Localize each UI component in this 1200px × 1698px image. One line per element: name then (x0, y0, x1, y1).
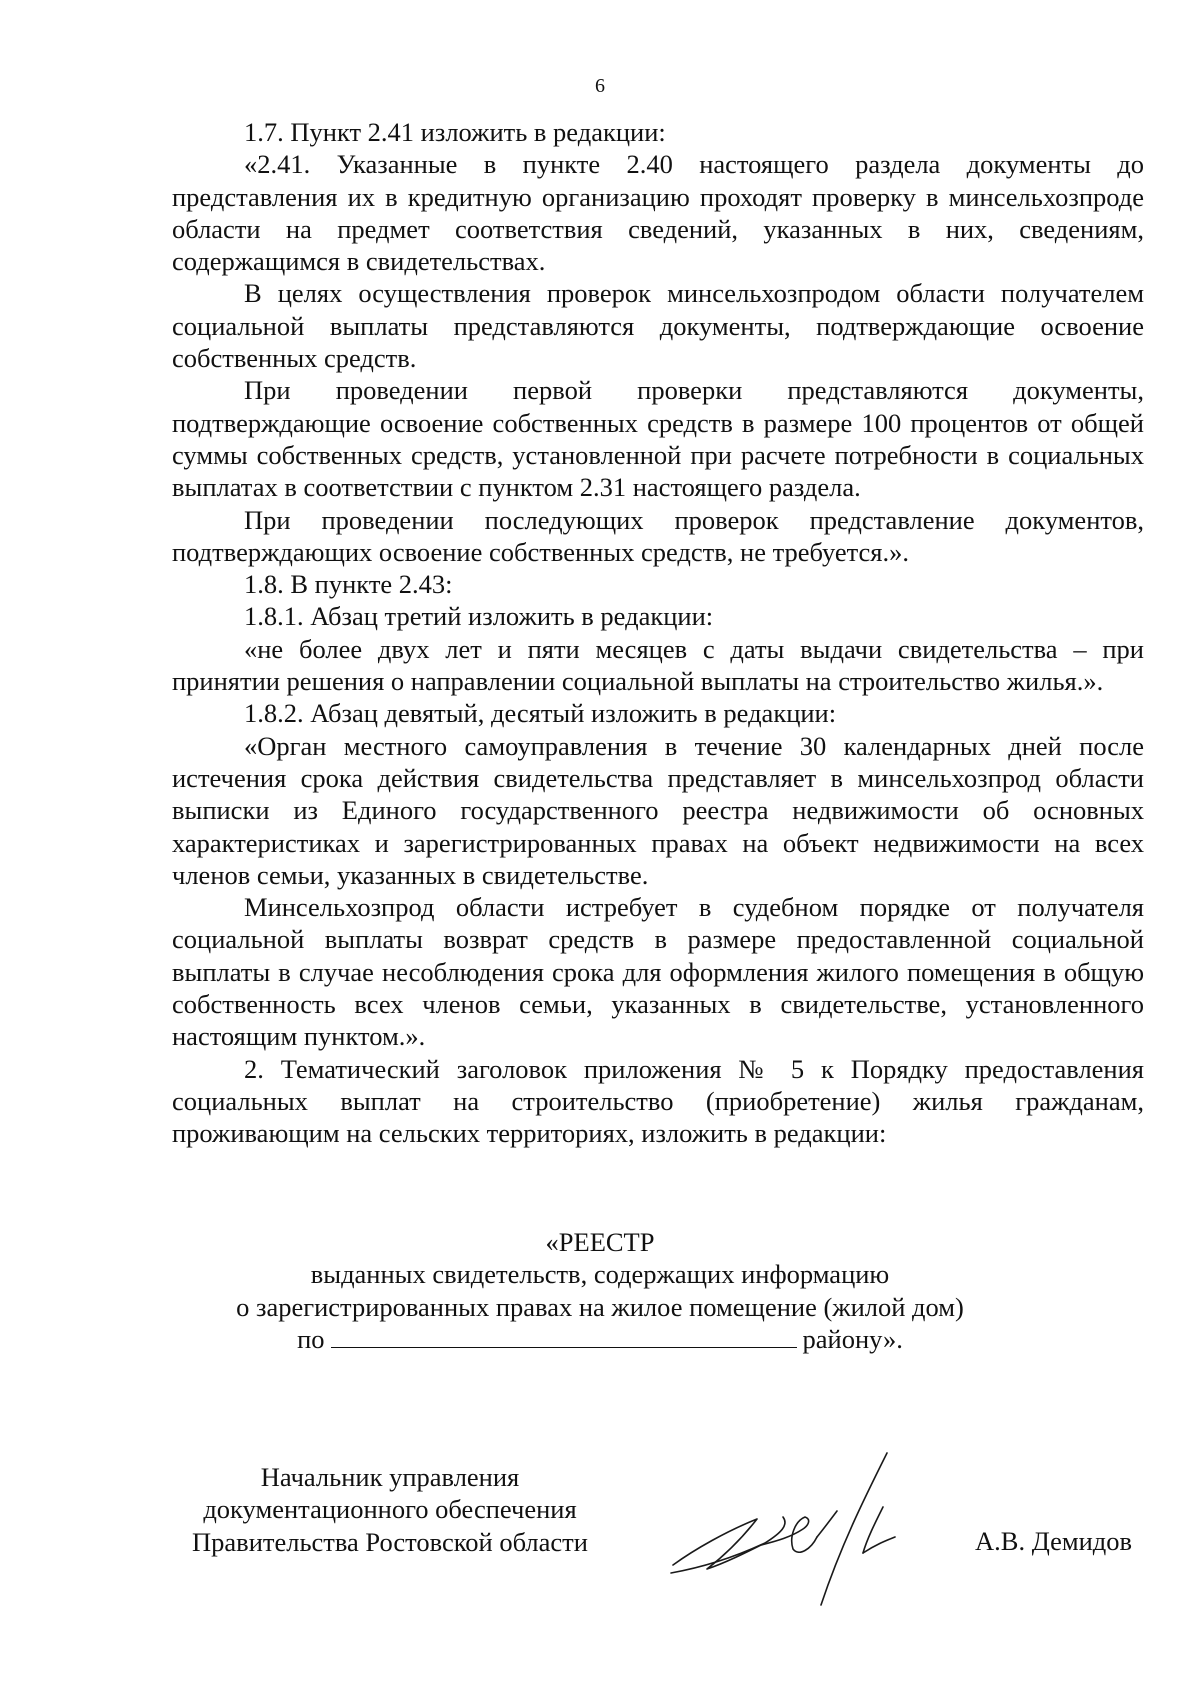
paragraph-1-8-1: 1.8.1. Абзац третий изложить в редакции: (244, 601, 714, 632)
district-prefix: по (297, 1323, 325, 1354)
paragraph-first-check: При проведении первой проверки представляются документы, подтверждающие освоение собственных средств в размере 100 процентов от общей суммы собственных средств, установленной при расчете потребности в социальных выплатах в соответствии с пунктом 2.31 настоящего раздела. (172, 375, 1144, 503)
signer-position-line-2: документационного обеспечения (203, 1494, 577, 1525)
registry-subtitle-1: выданных свидетельств, содержащих информацию (310, 1259, 890, 1290)
paragraph-1-8-1-quote: «не более двух лет и пяти месяцев с даты выдачи свидетельства – при принятии решения о направлении социальной выплаты на строительство жилья.». (172, 633, 1144, 697)
paragraph-1-7: 1.7. Пункт 2.41 изложить в редакции: (244, 117, 666, 147)
signer-position-line-3: Правительства Ростовской области (192, 1526, 588, 1557)
registry-district-line (0, 1323, 1200, 1355)
paragraph-recovery: Минсельхозпрод области истребует в судебном порядке от получателя социальной выплаты возврат средств в размере предоставленной социальной выплаты в случае несоблюдения срока для оформления жилого помещения в общую собственность всех членов семьи, указанных в свидетельстве, установленного настоящим пунктом.». (172, 892, 1144, 1052)
district-blank-line (331, 1323, 797, 1348)
paragraph-subsequent-checks: При проведении последующих проверок представление документов, подтверждающих освоение собственных средств, не требуется.». (172, 504, 1144, 567)
registry-title: «РЕЕСТР (545, 1227, 655, 1257)
paragraph-2-41-quote: «2.41. Указанные в пункте 2.40 настоящего раздела документы до представления их в кредитную организацию проходят проверку в минсельхозпроде области на предмет соответствия сведений, указанных в них, сведениям, содержащимся в свидетельствах. (172, 149, 1144, 277)
paragraph-2-heading-change: 2. Тематический заголовок приложения № 5 к Порядку предоставления социальных выплат на строительство (приобретение) жилья гражданам, проживающим на сельских территориях, изложить в редакции: (172, 1053, 1144, 1149)
signer-position (170, 1461, 610, 1558)
paragraph-1-8: 1.8. В пункте 2.43: (244, 569, 453, 600)
registry-subtitle-2: о зарегистрированных правах на жилое помещение (жилой дом) (236, 1291, 964, 1322)
paragraph-checks-purpose: В целях осуществления проверок минсельхозпродом области получателем социальной выплаты представляются документы, подтверждающие освоение собственных средств. (172, 278, 1144, 374)
document-body (172, 116, 1144, 1150)
paragraph-1-8-2: 1.8.2. Абзац девятый, десятый изложить в редакции: (244, 698, 837, 729)
registry-heading (0, 1226, 1200, 1355)
handwritten-signature (665, 1445, 955, 1615)
signer-position-line-1: Начальник управления (260, 1462, 520, 1492)
page-number: 6 (595, 75, 605, 97)
district-suffix: району». (802, 1323, 903, 1354)
paragraph-local-authority: «Орган местного самоуправления в течение 30 календарных дней после истечения срока действия свидетельства представляет в минсельхозпрод области выписки из Единого государственного реестра недвижимости об основных характеристиках и зарегистрированных правах на объект недвижимости на всех членов семьи, указанных в свидетельстве. (172, 730, 1144, 890)
signer-name: А.В. Демидов (975, 1526, 1133, 1556)
